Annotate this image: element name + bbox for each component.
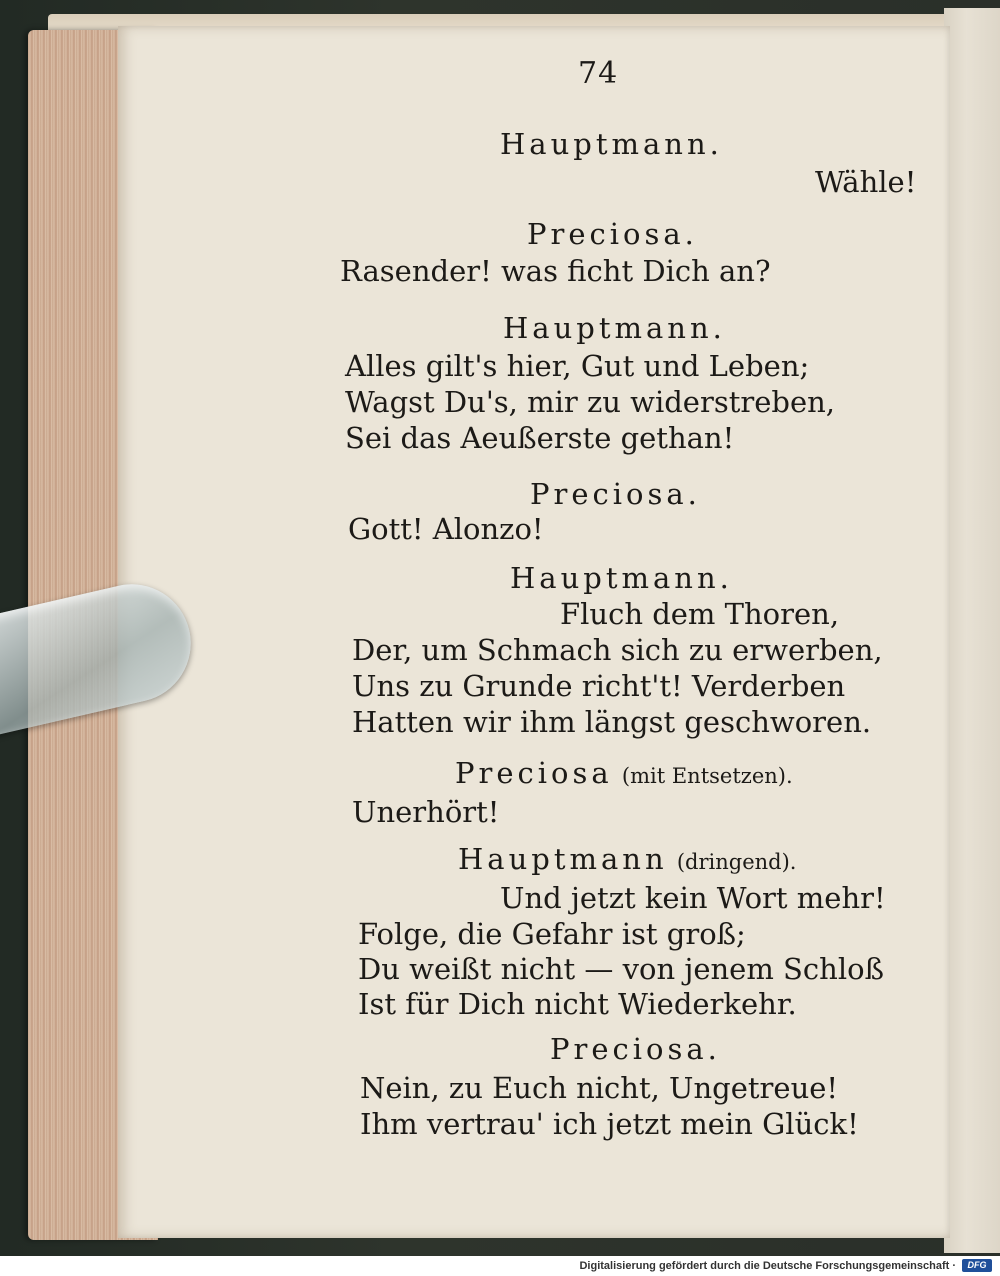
speaker-heading: Hauptmann. [510, 561, 733, 595]
speaker-heading: Preciosa. [530, 477, 701, 511]
verse-line: Ist für Dich nicht Wiederkehr. [358, 987, 797, 1021]
dfg-logo: DFG [962, 1259, 992, 1272]
verse-line: Ihm vertrau' ich jetzt mein Glück! [360, 1107, 859, 1141]
verse-line: Und jetzt kein Wort mehr! [500, 881, 886, 915]
verse-line: Du weißt nicht — von jenem Schloß [358, 952, 884, 986]
verse-line: Wagst Du's, mir zu widerstreben, [345, 385, 836, 419]
verse-line: Rasender! was ficht Dich an? [340, 254, 771, 288]
verse-line: Wähle! [815, 165, 917, 199]
funding-credit: Digitalisierung gefördert durch die Deutsche Forschungsgemeinschaft · [579, 1260, 956, 1272]
stage-direction: (dringend). [676, 850, 797, 874]
speaker-heading-with-direction [455, 757, 793, 792]
digitization-footer [0, 1256, 1000, 1276]
verse-line: Der, um Schmach sich zu erwerben, [352, 633, 883, 667]
speaker-heading: Hauptmann. [503, 311, 726, 345]
verse-line: Hatten wir ihm längst geschworen. [352, 705, 872, 739]
verse-line: Nein, zu Euch nicht, Ungetreue! [360, 1071, 839, 1105]
verse-line: Unerhört! [352, 795, 500, 829]
page-number: 74 [578, 56, 619, 91]
speaker-name: Preciosa [455, 756, 613, 790]
verse-line: Gott! Alonzo! [348, 512, 544, 546]
speaker-heading: Preciosa. [527, 217, 698, 251]
speaker-heading: Hauptmann. [500, 127, 723, 161]
verse-line: Uns zu Grunde richt't! Verderben [352, 669, 846, 703]
verse-line: Folge, die Gefahr ist groß; [358, 917, 746, 951]
speaker-heading-with-direction [458, 843, 796, 878]
speaker-heading: Preciosa. [550, 1032, 721, 1066]
verse-line: Sei das Aeußerste gethan! [345, 421, 735, 455]
speaker-name: Hauptmann [458, 842, 668, 876]
verse-line: Alles gilt's hier, Gut und Leben; [345, 349, 810, 383]
stage-direction: (mit Entsetzen). [621, 764, 793, 788]
verse-line: Fluch dem Thoren, [560, 597, 840, 631]
